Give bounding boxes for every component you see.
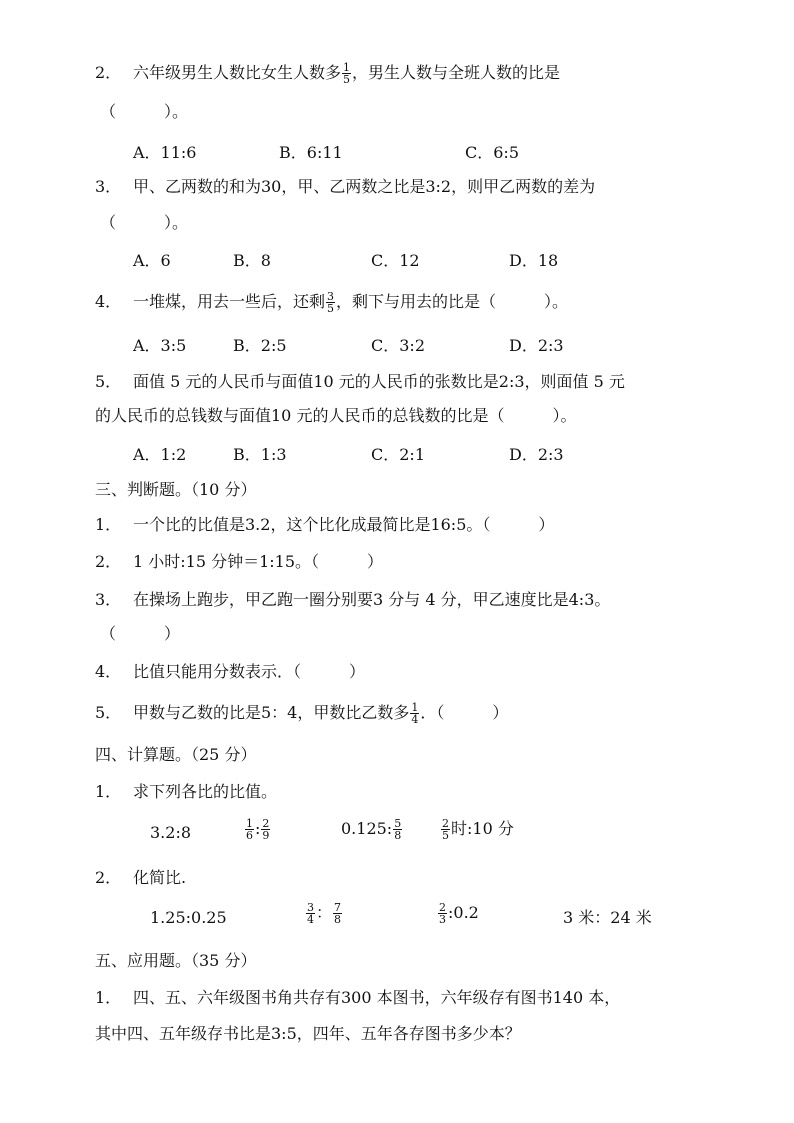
question-number: 2． [95,63,122,82]
expression-text: 0.125: [341,819,393,838]
expression-text: 时:10 分 [451,819,514,838]
fraction: $\frac{2}{3}$ [439,901,446,926]
application-q1 [95,988,620,1008]
answer-blank: （ ）。 [100,213,189,232]
option-c: C．2:1 [371,445,425,464]
answer-blank: （ ） [100,624,181,643]
option-a: A．3:5 [133,336,187,355]
question-4-line [95,291,568,314]
question-number: 1． [95,988,122,1007]
expression [437,902,479,925]
expression: 1.25:0.25 [150,908,227,927]
option-b: B．6:11 [279,143,343,162]
option-c: C．3:2 [371,336,425,355]
question-text: 六年级男生人数比女生人数多 [133,63,342,82]
question-number: 2． [95,552,122,571]
answer-blank: （ ）。 [100,102,189,121]
calc-q2 [95,868,186,888]
question-number: 1． [95,782,122,801]
fraction: $\frac{5}{8}$ [394,817,402,842]
question-text: 比值只能用分数表示．（ ） [133,662,366,681]
option-b: B．1:3 [233,445,287,464]
expression-text: :0.2 [448,903,479,922]
section-3-title: 三、判断题。（10 分） [95,480,257,499]
option-c: C．6:5 [465,143,519,162]
fraction: $\frac{1}{5}$ [343,61,351,86]
expression [244,818,271,841]
option-b: B．2:5 [233,336,287,355]
fraction: $\frac{3}{4}$ [307,901,314,926]
expression [341,818,403,841]
judge-q3 [95,590,610,610]
question-number: 5． [95,703,122,722]
question-text: 甲数与乙数的比是5：4，甲数比乙数多 [133,703,410,722]
expression: 3.2:8 [150,823,192,842]
expression [305,902,343,925]
question-text: 1 小时:15 分钟＝1:15。（ ） [133,552,384,571]
option-d: D．2:3 [509,445,564,464]
question-number: 3． [95,177,122,196]
calc-q1 [95,782,277,802]
expression [440,818,514,841]
question-number: 1． [95,515,122,534]
question-text: 化简比. [133,868,187,887]
fraction: $\frac{2}{9}$ [262,817,270,842]
judge-q2 [95,552,383,572]
question-text: 四、五、六年级图书角共存有300 本图书，六年级存有图书140 本， [133,988,621,1007]
judge-q5 [95,702,508,725]
question-text-continued: 其中四、五年级存书比是3:5，四年、五年各存图书多少本？ [95,1024,521,1043]
question-text-continued: 的人民币的总钱数与面值10 元的人民币的总钱数的比是（ ）。 [95,406,577,425]
section-5-title: 五、应用题。（35 分） [95,951,257,970]
question-3-line [95,177,595,197]
question-number: 5． [95,372,122,391]
option-d: D．18 [509,251,559,270]
option-a: A．6 [133,251,171,270]
option-c: C．12 [371,251,420,270]
question-text: ．（ ） [420,703,509,722]
question-text: ，剩下与用去的比是（ ）。 [336,292,569,311]
option-a: A．1:2 [133,445,187,464]
question-number: 4． [95,292,122,311]
option-b: B．8 [233,251,271,270]
judge-q1 [95,515,554,535]
ratio-sign: ： [316,903,333,922]
ratio-sign: : [255,819,261,838]
fraction: $\frac{7}{8}$ [334,901,342,926]
fraction: $\frac{2}{5}$ [442,817,449,842]
question-text: 甲、乙两数的和为30，甲、乙两数之比是3:2，则甲乙两数的差为 [133,177,596,196]
option-a: A．11:6 [133,143,197,162]
expression: 3 米：24 米 [563,908,652,927]
question-number: 2． [95,868,122,887]
question-text: ，男生人数与全班人数的比是 [352,63,561,82]
judge-q4 [95,662,365,682]
question-number: 3． [95,590,122,609]
question-text: 面值 5 元的人民币与面值10 元的人民币的张数比是2:3，则面值 5 元 [133,372,625,391]
question-text: 一个比的比值是3.2，这个比化成最简比是16:5。（ ） [133,515,555,534]
fraction: $\frac{1}{4}$ [411,701,419,726]
question-number: 4． [95,662,122,681]
question-text: 在操场上跑步，甲乙跑一圈分别要3 分与 4 分，甲乙速度比是4:3。 [133,590,611,609]
option-d: D．2:3 [509,336,564,355]
question-text: 求下列各比的比值。 [133,782,278,801]
fraction: $\frac{1}{6}$ [246,817,253,842]
fraction: $\frac{3}{5}$ [327,290,335,315]
question-2-line [95,62,560,85]
section-4-title: 四、计算题。（25 分） [95,745,257,764]
question-text: 一堆煤，用去一些后，还剩 [133,292,326,311]
question-5-line [95,372,625,392]
